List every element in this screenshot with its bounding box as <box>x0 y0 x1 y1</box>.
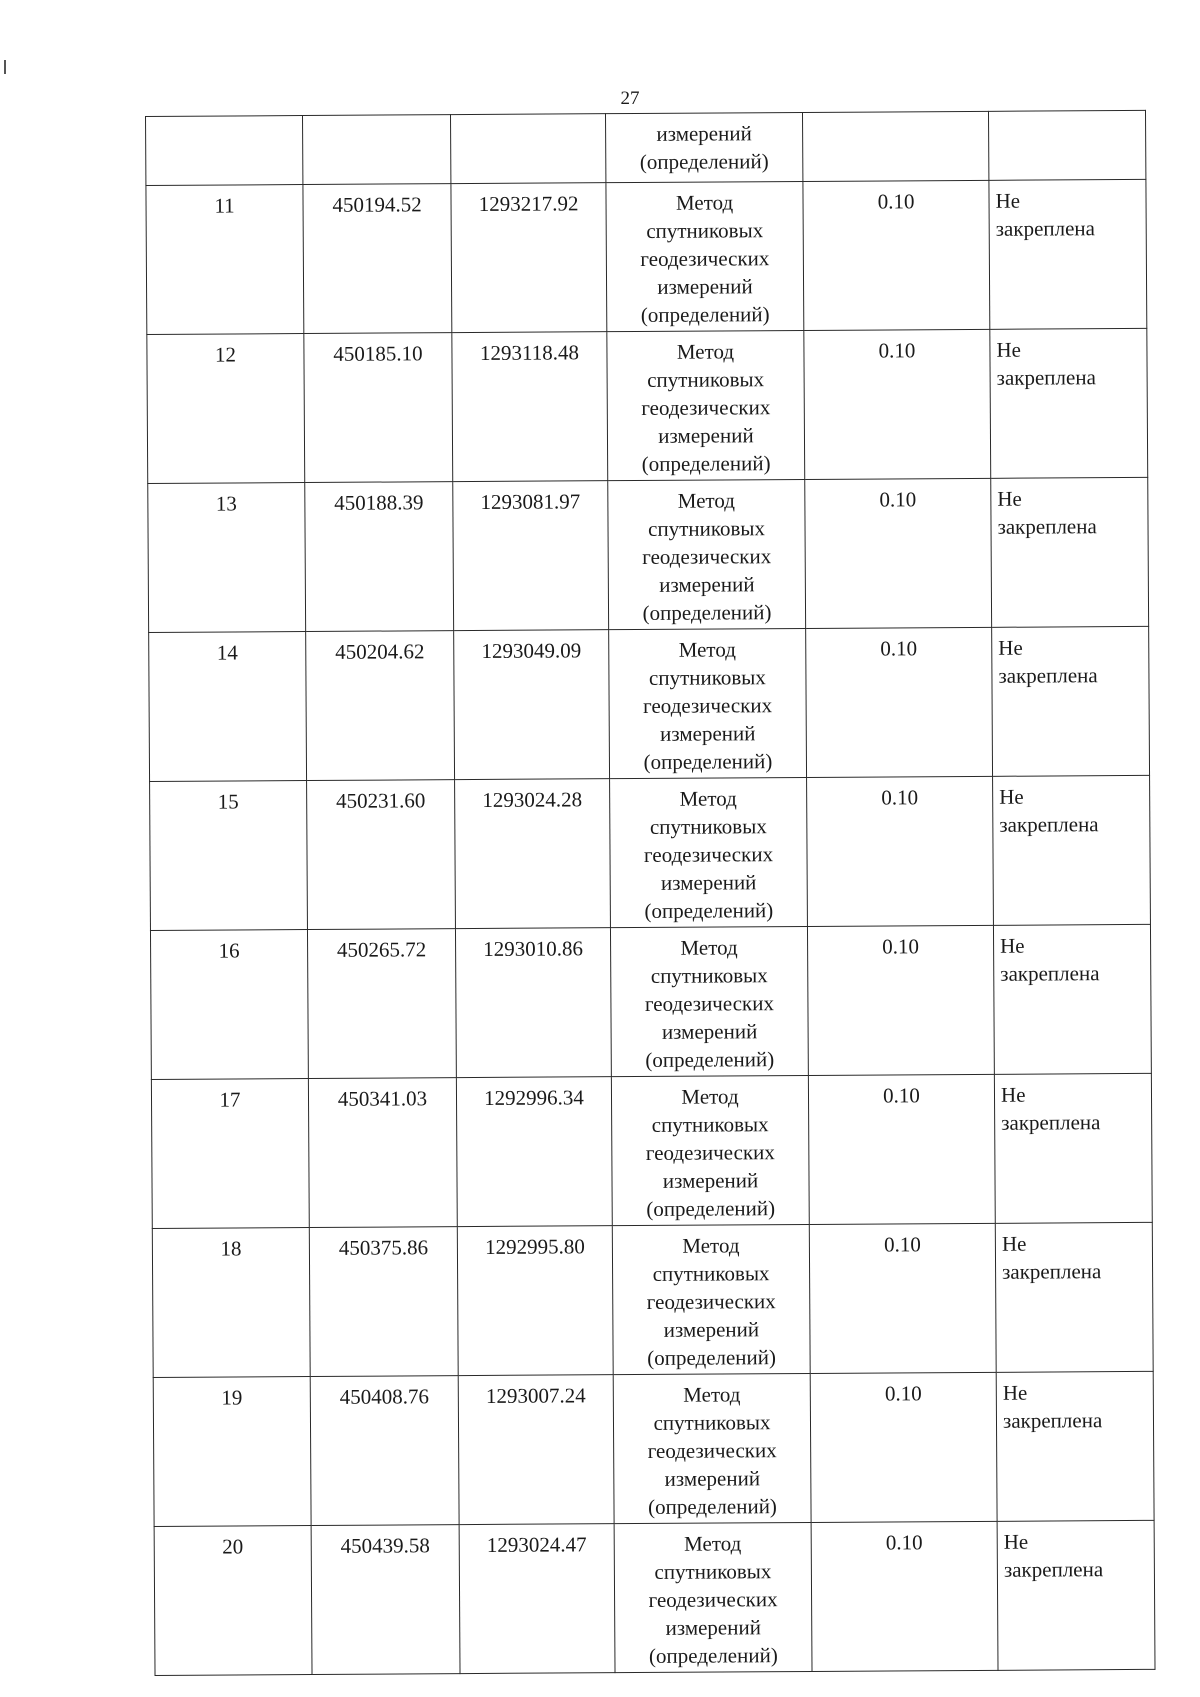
method-line: геодезических <box>648 1587 778 1612</box>
method-line: измерений <box>660 721 756 746</box>
cell-accuracy <box>802 111 988 181</box>
coordinates-table <box>145 110 1156 1676</box>
method-line: спутниковых <box>651 1112 769 1137</box>
cell-y: 1293049.09 <box>454 630 610 780</box>
method-line: измерений <box>660 870 757 895</box>
cell-fixation <box>993 924 1151 1074</box>
method-line: геодезических <box>641 395 771 420</box>
method-line: спутниковых <box>648 665 766 690</box>
cell-num: 17 <box>151 1079 309 1229</box>
cell-x: 450185.10 <box>304 333 453 483</box>
method-line: Метод <box>681 1084 739 1109</box>
method-line: геодезических <box>645 1140 775 1165</box>
method-line: измерений <box>656 121 752 146</box>
cell-num: 13 <box>148 483 306 633</box>
cell-method <box>612 1224 810 1374</box>
method-line: спутниковых <box>650 963 768 988</box>
cell-y: 1293024.47 <box>459 1524 615 1674</box>
method-line: спутниковых <box>654 1559 772 1584</box>
cell-y: 1293217.92 <box>451 183 607 333</box>
method-line: (определений) <box>639 149 769 174</box>
cell-y: 1292996.34 <box>456 1077 612 1227</box>
method-line: геодезических <box>646 1289 776 1314</box>
method-line: измерений <box>658 423 754 448</box>
cell-y: 1293118.48 <box>452 332 608 482</box>
method-line: измерений <box>665 1615 762 1640</box>
table-row <box>148 477 1149 632</box>
cell-num: 19 <box>153 1377 311 1527</box>
fixation-line: Не <box>996 337 1022 362</box>
cell-accuracy: 0.10 <box>808 1074 995 1224</box>
method-line: (определений) <box>648 1643 778 1668</box>
method-line: геодезических <box>647 1438 777 1463</box>
fixation-line: Не <box>995 188 1021 213</box>
coordinates-table-wrapper <box>145 110 1155 1676</box>
cell-x: 450265.72 <box>307 929 456 1079</box>
cell-accuracy: 0.10 <box>810 1372 997 1522</box>
method-line: Метод <box>679 786 737 811</box>
page-number: 27 <box>620 88 640 109</box>
cell-fixation <box>988 110 1145 180</box>
method-line: (определений) <box>640 302 770 327</box>
fixation-line: закреплена <box>999 812 1099 837</box>
scan-artifact <box>4 60 6 74</box>
cell-x: 450439.58 <box>311 1525 460 1675</box>
cell-num: 12 <box>147 334 305 484</box>
fixation-line: закреплена <box>997 514 1097 539</box>
table-row <box>147 328 1148 483</box>
method-line: Метод <box>678 637 736 662</box>
table-row <box>153 1371 1154 1526</box>
method-line: Метод <box>677 488 736 513</box>
method-line: Метод <box>676 339 735 364</box>
method-line: Метод <box>680 935 738 960</box>
cell-accuracy: 0.10 <box>805 478 992 628</box>
cell-method <box>610 777 808 927</box>
method-line: (определений) <box>647 1345 777 1370</box>
method-line: (определений) <box>644 898 774 923</box>
continuation-row <box>146 110 1146 185</box>
cell-y: 1293007.24 <box>458 1375 614 1525</box>
cell-y: 1293024.28 <box>455 779 611 929</box>
table-row <box>149 626 1150 781</box>
cell-fixation <box>997 1520 1155 1670</box>
method-line: измерений <box>664 1466 761 1491</box>
cell-accuracy: 0.10 <box>804 329 991 479</box>
cell-method <box>613 1373 811 1523</box>
fixation-line: Не <box>997 486 1022 511</box>
fixation-line: закреплена <box>998 663 1098 688</box>
method-line: спутниковых <box>649 814 767 839</box>
method-line: измерений <box>657 274 753 299</box>
cell-method <box>610 926 808 1076</box>
fixation-line: Не <box>1003 1529 1029 1554</box>
fixation-line: закреплена <box>1001 1110 1101 1135</box>
cell-method <box>608 479 806 629</box>
method-line: измерений <box>662 1168 759 1193</box>
method-line: спутниковых <box>653 1410 771 1435</box>
cell-y: 1293081.97 <box>453 481 609 631</box>
cell-method <box>611 1075 809 1225</box>
method-line: Метод <box>682 1233 740 1258</box>
cell-num: 14 <box>149 632 307 782</box>
method-line: (определений) <box>646 1196 776 1221</box>
cell-num: 18 <box>152 1228 310 1378</box>
cell-x: 450188.39 <box>305 482 454 632</box>
cell-x: 450204.62 <box>306 631 455 781</box>
method-line: (определений) <box>645 1047 775 1072</box>
method-line: Метод <box>675 190 734 215</box>
cell-fixation <box>993 775 1151 925</box>
cell-accuracy: 0.10 <box>811 1521 998 1671</box>
fixation-line: Не <box>998 635 1023 660</box>
method-line: (определений) <box>648 1494 777 1519</box>
method-line: Метод <box>683 1382 741 1407</box>
method-line: спутниковых <box>652 1261 770 1286</box>
cell-num: 16 <box>150 930 308 1080</box>
table-row <box>146 179 1147 334</box>
cell-num: 15 <box>150 781 308 931</box>
cell-x: 450408.76 <box>310 1376 459 1526</box>
method-line: (определений) <box>641 451 771 476</box>
cell-fixation <box>996 1371 1154 1521</box>
cell-accuracy: 0.10 <box>803 180 990 330</box>
cell-x <box>303 115 451 185</box>
cell-y: 1292995.80 <box>457 1226 613 1376</box>
cell-num: 11 <box>146 185 304 335</box>
cell-fixation <box>995 1222 1153 1372</box>
cell-fixation <box>992 626 1150 776</box>
method-line: (определений) <box>642 600 772 625</box>
cell-x: 450194.52 <box>303 184 452 334</box>
fixation-line: Не <box>1000 1082 1026 1107</box>
method-line: спутниковых <box>648 516 766 541</box>
cell-x: 450231.60 <box>307 780 456 930</box>
cell-accuracy: 0.10 <box>807 776 994 926</box>
fixation-line: закреплена <box>1003 1557 1104 1582</box>
cell-accuracy: 0.10 <box>809 1223 996 1373</box>
cell-x: 450375.86 <box>309 1227 458 1377</box>
method-line: измерений <box>663 1317 760 1342</box>
fixation-line: Не <box>1000 933 1025 958</box>
cell-x: 450341.03 <box>308 1078 457 1228</box>
method-line: геодезических <box>643 693 773 718</box>
cell-fixation <box>990 328 1148 478</box>
fixation-line: закреплена <box>1002 1259 1102 1284</box>
cell-num <box>146 116 303 186</box>
cell-y <box>450 114 605 184</box>
cell-fixation <box>991 477 1149 627</box>
fixation-line: Не <box>1001 1231 1027 1256</box>
method-line: геодезических <box>640 246 770 271</box>
method-line: измерений <box>661 1019 758 1044</box>
method-line: (определений) <box>643 749 773 774</box>
method-line: Метод <box>684 1531 742 1556</box>
fixation-line: закреплена <box>1000 961 1100 986</box>
method-line: спутниковых <box>647 367 765 392</box>
table-row <box>150 775 1151 930</box>
cell-accuracy: 0.10 <box>806 627 993 777</box>
fixation-line: Не <box>999 784 1024 809</box>
method-line: геодезических <box>644 991 775 1016</box>
method-line: измерений <box>659 572 755 597</box>
cell-y: 1293010.86 <box>455 928 611 1078</box>
cell-method <box>609 628 807 778</box>
cell-method <box>605 112 802 182</box>
cell-fixation <box>989 179 1147 329</box>
fixation-line: закреплена <box>996 365 1096 390</box>
method-line: геодезических <box>642 544 772 569</box>
cell-method <box>614 1522 812 1672</box>
table-row <box>152 1222 1153 1377</box>
cell-accuracy: 0.10 <box>807 925 994 1075</box>
cell-num: 20 <box>154 1526 312 1676</box>
table-body <box>146 110 1156 1675</box>
table-row <box>150 924 1151 1079</box>
fixation-line: закреплена <box>995 216 1096 241</box>
table-row <box>154 1520 1155 1675</box>
method-line: спутниковых <box>646 218 764 243</box>
cell-method <box>606 181 804 331</box>
fixation-line: закреплена <box>1002 1408 1103 1433</box>
cell-method <box>607 330 805 480</box>
method-line: геодезических <box>643 842 774 867</box>
cell-fixation <box>994 1073 1152 1223</box>
table-row <box>151 1073 1152 1228</box>
fixation-line: Не <box>1002 1380 1028 1405</box>
